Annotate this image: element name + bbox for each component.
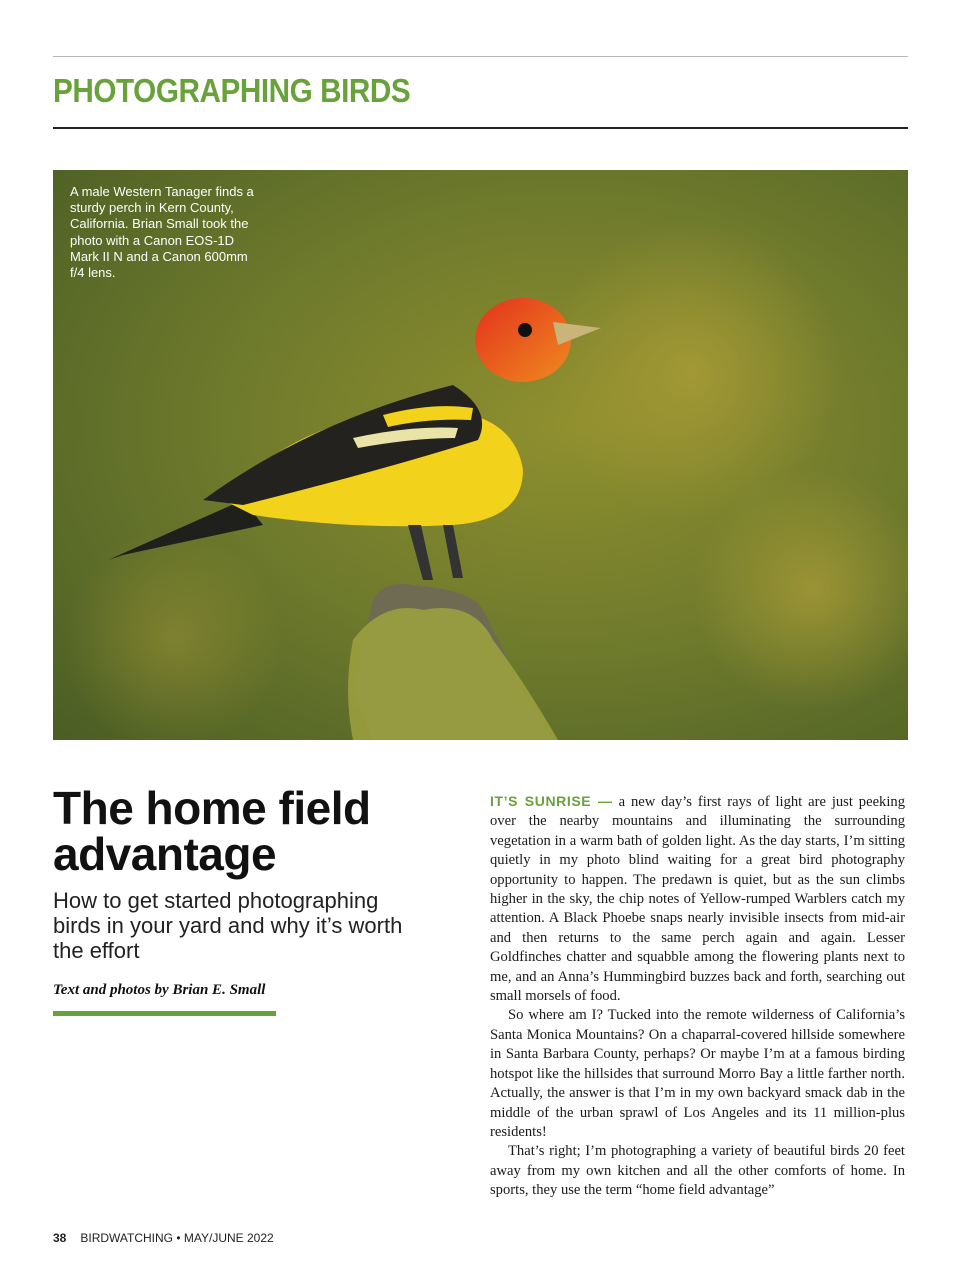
body-paragraph (490, 792, 905, 1006)
article-body (490, 792, 905, 1201)
section-title-rule (53, 127, 908, 129)
publication-info: BIRDWATCHING • MAY/JUNE 2022 (80, 1231, 274, 1245)
headline: The home field advantage (53, 782, 371, 880)
section-title: PHOTOGRAPHING BIRDS (53, 72, 411, 109)
page-footer (53, 1231, 274, 1245)
body-paragraph: So where am I? Tucked into the remote wilderness of California’s Santa Monica Mountains? On a chaparral-covered hillside somewhere in Santa Barbara County, perhaps? Or maybe I’m at a famous birding hotspot like the hillsides that surround Morro Bay a little farther north. Actually, the answer is that I’m in my own backyard smack dab in the middle of the urban sprawl of Los Angeles and its 11 million-plus residents! (490, 1007, 905, 1140)
photo-caption: A male Western Tanager finds a sturdy perch in Kern County, California. Brian Small took the photo with a Canon EOS-1D Mark II N and a Canon 600mm f/4 lens. (70, 184, 254, 281)
byline-rule (53, 1011, 276, 1016)
deck: How to get started photographing birds in your yard and why it’s worth the effort (53, 888, 403, 963)
top-rule (53, 56, 908, 57)
body-paragraph: That’s right; I’m photographing a variety of beautiful birds 20 feet away from my own kitchen and all the other comforts of home. In sports, they use the term “home field advantage” (490, 1143, 905, 1199)
body-paragraph-text: a new day’s first rays of light are just peeking over the nearby mountains and illuminating the surrounding vegetation in a warm bath of golden light. As the day starts, I’m sitting quietly in my photo blind waiting for a great bird photography opportunity to happen. The predawn is quiet, but as the sun climbs higher in the sky, the chip notes of Yellow-rumped Warblers catch my attention. A Black Phoebe snaps nearly invisible insects from mid-air and then returns to the same perch again and again. Lesser Goldfinches chatter and squabble among the flowering plants next to me, and an Anna’s Hummingbird buzzes back and forth, searching out small morsels of food. (490, 794, 906, 1005)
tanager-photo (53, 170, 908, 740)
byline: Text and photos by Brian E. Small (53, 982, 266, 998)
lead-in: IT’S SUNRISE — (490, 793, 613, 809)
page-number: 38 (53, 1231, 67, 1245)
